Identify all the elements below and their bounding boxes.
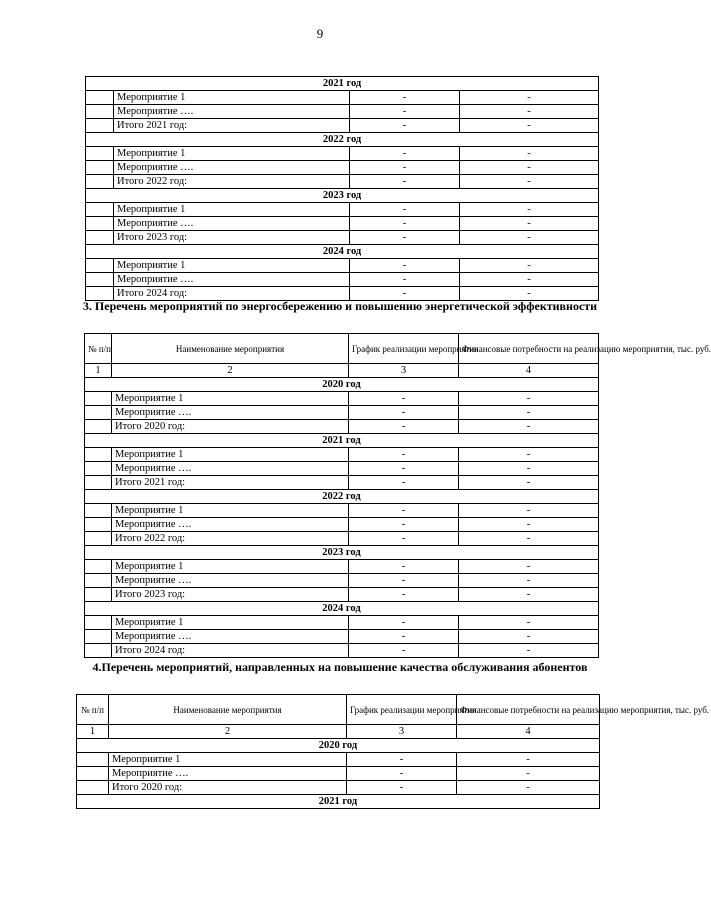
row-number-cell <box>86 161 114 175</box>
year-heading: 2024 год <box>85 602 599 616</box>
schedule-cell: - <box>350 259 460 273</box>
table-row <box>85 504 599 518</box>
table-row <box>77 781 600 795</box>
row-number-cell <box>86 105 114 119</box>
financing-cell: - <box>457 753 600 767</box>
col-number: 1 <box>77 725 109 739</box>
header-financing: Финансовые потребности на реализацию мероприятия, тыс. руб. <box>459 334 599 364</box>
year-heading: 2021 год <box>86 77 599 91</box>
col-number: 4 <box>459 364 599 378</box>
year-row <box>85 546 599 560</box>
table-row <box>86 147 599 161</box>
column-number-row <box>77 725 600 739</box>
header-name: Наименование мероприятия <box>112 334 349 364</box>
schedule-cell: - <box>349 630 459 644</box>
table-row <box>86 273 599 287</box>
schedule-cell: - <box>350 105 460 119</box>
table-row <box>86 217 599 231</box>
schedule-cell: - <box>350 91 460 105</box>
row-number-cell <box>86 259 114 273</box>
measure-name: Мероприятие …. <box>114 161 350 175</box>
table-header-row <box>77 695 600 725</box>
schedule-cell: - <box>349 644 459 658</box>
table-energy-saving <box>84 333 711 658</box>
schedule-cell: - <box>350 287 460 301</box>
row-number-cell <box>85 420 112 434</box>
row-number-cell <box>86 273 114 287</box>
year-row <box>86 77 599 91</box>
total-label: Итого 2023 год: <box>114 231 350 245</box>
row-number-cell <box>85 532 112 546</box>
year-row <box>85 378 599 392</box>
row-number-cell <box>86 175 114 189</box>
total-label: Итого 2020 год: <box>109 781 347 795</box>
row-number-cell <box>77 781 109 795</box>
row-number-cell <box>85 392 112 406</box>
measure-name: Мероприятие …. <box>114 105 350 119</box>
year-row <box>86 133 599 147</box>
financing-cell: - <box>460 91 599 105</box>
financing-cell: - <box>459 574 599 588</box>
financing-cell: - <box>460 175 599 189</box>
table-row <box>86 175 599 189</box>
table-row <box>85 560 599 574</box>
financing-cell: - <box>460 147 599 161</box>
financing-cell: - <box>460 231 599 245</box>
schedule-cell: - <box>350 147 460 161</box>
year-row <box>86 189 599 203</box>
financing-cell: - <box>459 532 599 546</box>
financing-cell: - <box>459 448 599 462</box>
row-number-cell <box>77 767 109 781</box>
measure-name: Мероприятие 1 <box>114 259 350 273</box>
table-row <box>77 767 600 781</box>
year-heading: 2021 год <box>77 795 600 809</box>
financing-cell: - <box>457 781 600 795</box>
table-row <box>85 616 599 630</box>
schedule-cell: - <box>349 504 459 518</box>
schedule-cell: - <box>350 203 460 217</box>
financing-cell: - <box>459 504 599 518</box>
financing-cell: - <box>457 767 600 781</box>
schedule-cell: - <box>349 420 459 434</box>
total-label: Итого 2024 год: <box>114 287 350 301</box>
row-number-cell <box>85 462 112 476</box>
year-row <box>77 795 600 809</box>
measure-name: Мероприятие …. <box>112 574 349 588</box>
financing-cell: - <box>459 406 599 420</box>
measure-name: Мероприятие …. <box>114 273 350 287</box>
table-row <box>85 476 599 490</box>
table-row <box>85 630 599 644</box>
year-heading: 2020 год <box>77 739 600 753</box>
total-label: Итого 2020 год: <box>112 420 349 434</box>
table-row <box>86 231 599 245</box>
table-row <box>86 203 599 217</box>
total-label: Итого 2021 год: <box>114 119 350 133</box>
year-row <box>86 245 599 259</box>
row-number-cell <box>85 616 112 630</box>
row-number-cell <box>86 91 114 105</box>
financing-cell: - <box>459 462 599 476</box>
measure-name: Мероприятие 1 <box>112 560 349 574</box>
row-number-cell <box>85 644 112 658</box>
header-num: № п/п <box>77 695 109 725</box>
financing-cell: - <box>459 588 599 602</box>
measure-name: Мероприятие …. <box>112 462 349 476</box>
row-number-cell <box>85 630 112 644</box>
schedule-cell: - <box>349 462 459 476</box>
table-row <box>77 753 600 767</box>
row-number-cell <box>85 476 112 490</box>
year-heading: 2023 год <box>86 189 599 203</box>
col-number: 3 <box>349 364 459 378</box>
year-heading: 2020 год <box>85 378 599 392</box>
section-3-title: 3. Перечень мероприятий по энергосбережению и повышению энергетической эффективности <box>82 299 598 313</box>
financing-cell: - <box>459 476 599 490</box>
measure-name: Мероприятие 1 <box>109 753 347 767</box>
measure-name: Мероприятие 1 <box>112 504 349 518</box>
schedule-cell: - <box>349 616 459 630</box>
table-row <box>86 105 599 119</box>
schedule-cell: - <box>347 781 457 795</box>
measure-name: Мероприятие …. <box>112 518 349 532</box>
table-row <box>85 448 599 462</box>
year-heading: 2022 год <box>86 133 599 147</box>
table-row <box>85 644 599 658</box>
table-row <box>85 588 599 602</box>
row-number-cell <box>86 231 114 245</box>
row-number-cell <box>85 574 112 588</box>
table-service-quality <box>76 694 710 809</box>
row-number-cell <box>86 203 114 217</box>
schedule-cell: - <box>349 392 459 406</box>
schedule-cell: - <box>350 217 460 231</box>
col-number: 3 <box>347 725 457 739</box>
measure-name: Мероприятие …. <box>112 406 349 420</box>
total-label: Итого 2022 год: <box>114 175 350 189</box>
schedule-cell: - <box>347 753 457 767</box>
table-row <box>85 518 599 532</box>
financing-cell: - <box>460 259 599 273</box>
row-number-cell <box>85 406 112 420</box>
row-number-cell <box>85 448 112 462</box>
table-row <box>85 420 599 434</box>
schedule-cell: - <box>349 518 459 532</box>
table-row <box>85 462 599 476</box>
row-number-cell <box>86 147 114 161</box>
year-row <box>77 739 600 753</box>
schedule-cell: - <box>349 560 459 574</box>
financing-cell: - <box>459 644 599 658</box>
table-row <box>85 392 599 406</box>
measure-name: Мероприятие …. <box>109 767 347 781</box>
schedule-cell: - <box>350 119 460 133</box>
measure-name: Мероприятие 1 <box>112 616 349 630</box>
year-heading: 2023 год <box>85 546 599 560</box>
row-number-cell <box>85 504 112 518</box>
financing-cell: - <box>460 217 599 231</box>
schedule-cell: - <box>347 767 457 781</box>
row-number-cell <box>85 518 112 532</box>
col-number: 2 <box>109 725 347 739</box>
schedule-cell: - <box>349 588 459 602</box>
total-label: Итого 2021 год: <box>112 476 349 490</box>
financing-cell: - <box>460 273 599 287</box>
column-number-row <box>85 364 599 378</box>
schedule-cell: - <box>350 175 460 189</box>
year-row <box>85 490 599 504</box>
measure-name: Мероприятие 1 <box>114 147 350 161</box>
year-row <box>85 434 599 448</box>
schedule-cell: - <box>350 231 460 245</box>
schedule-cell: - <box>350 161 460 175</box>
table-row <box>85 406 599 420</box>
header-num: № п/п <box>85 334 112 364</box>
col-number: 4 <box>457 725 600 739</box>
table-row <box>86 259 599 273</box>
financing-cell: - <box>459 518 599 532</box>
measure-name: Мероприятие …. <box>114 217 350 231</box>
schedule-cell: - <box>349 406 459 420</box>
schedule-cell: - <box>349 532 459 546</box>
row-number-cell <box>85 588 112 602</box>
header-name: Наименование мероприятия <box>109 695 347 725</box>
year-row <box>85 602 599 616</box>
schedule-cell: - <box>349 476 459 490</box>
financing-cell: - <box>460 203 599 217</box>
year-heading: 2022 год <box>85 490 599 504</box>
financing-cell: - <box>460 119 599 133</box>
measure-name: Мероприятие 1 <box>112 448 349 462</box>
measure-name: Мероприятие 1 <box>114 203 350 217</box>
total-label: Итого 2023 год: <box>112 588 349 602</box>
financing-cell: - <box>459 630 599 644</box>
measure-name: Мероприятие 1 <box>114 91 350 105</box>
table-header-row <box>85 334 599 364</box>
col-number: 1 <box>85 364 112 378</box>
financing-cell: - <box>460 161 599 175</box>
total-label: Итого 2022 год: <box>112 532 349 546</box>
financing-cell: - <box>459 560 599 574</box>
table-row <box>86 119 599 133</box>
year-heading: 2024 год <box>86 245 599 259</box>
page-number: 9 <box>316 26 324 41</box>
schedule-cell: - <box>349 574 459 588</box>
row-number-cell <box>85 560 112 574</box>
schedule-cell: - <box>350 273 460 287</box>
total-label: Итого 2024 год: <box>112 644 349 658</box>
row-number-cell <box>86 217 114 231</box>
financing-cell: - <box>459 392 599 406</box>
table-continued <box>85 76 599 301</box>
measure-name: Мероприятие …. <box>112 630 349 644</box>
section-4-title: 4.Перечень мероприятий, направленных на повышение качества обслуживания абонентов <box>92 660 588 674</box>
financing-cell: - <box>460 105 599 119</box>
financing-cell: - <box>459 420 599 434</box>
table-row <box>85 574 599 588</box>
schedule-cell: - <box>349 448 459 462</box>
financing-cell: - <box>460 287 599 301</box>
table-row <box>86 161 599 175</box>
measure-name: Мероприятие 1 <box>112 392 349 406</box>
header-financing: Финансовые потребности на реализацию мероприятия, тыс. руб. <box>457 695 600 725</box>
header-schedule: График реализации мероприятия <box>349 334 459 364</box>
year-heading: 2021 год <box>85 434 599 448</box>
row-number-cell <box>77 753 109 767</box>
header-schedule: График реализации мероприятия <box>347 695 457 725</box>
col-number: 2 <box>112 364 349 378</box>
row-number-cell <box>86 119 114 133</box>
table-row <box>86 91 599 105</box>
table-row <box>85 532 599 546</box>
financing-cell: - <box>459 616 599 630</box>
